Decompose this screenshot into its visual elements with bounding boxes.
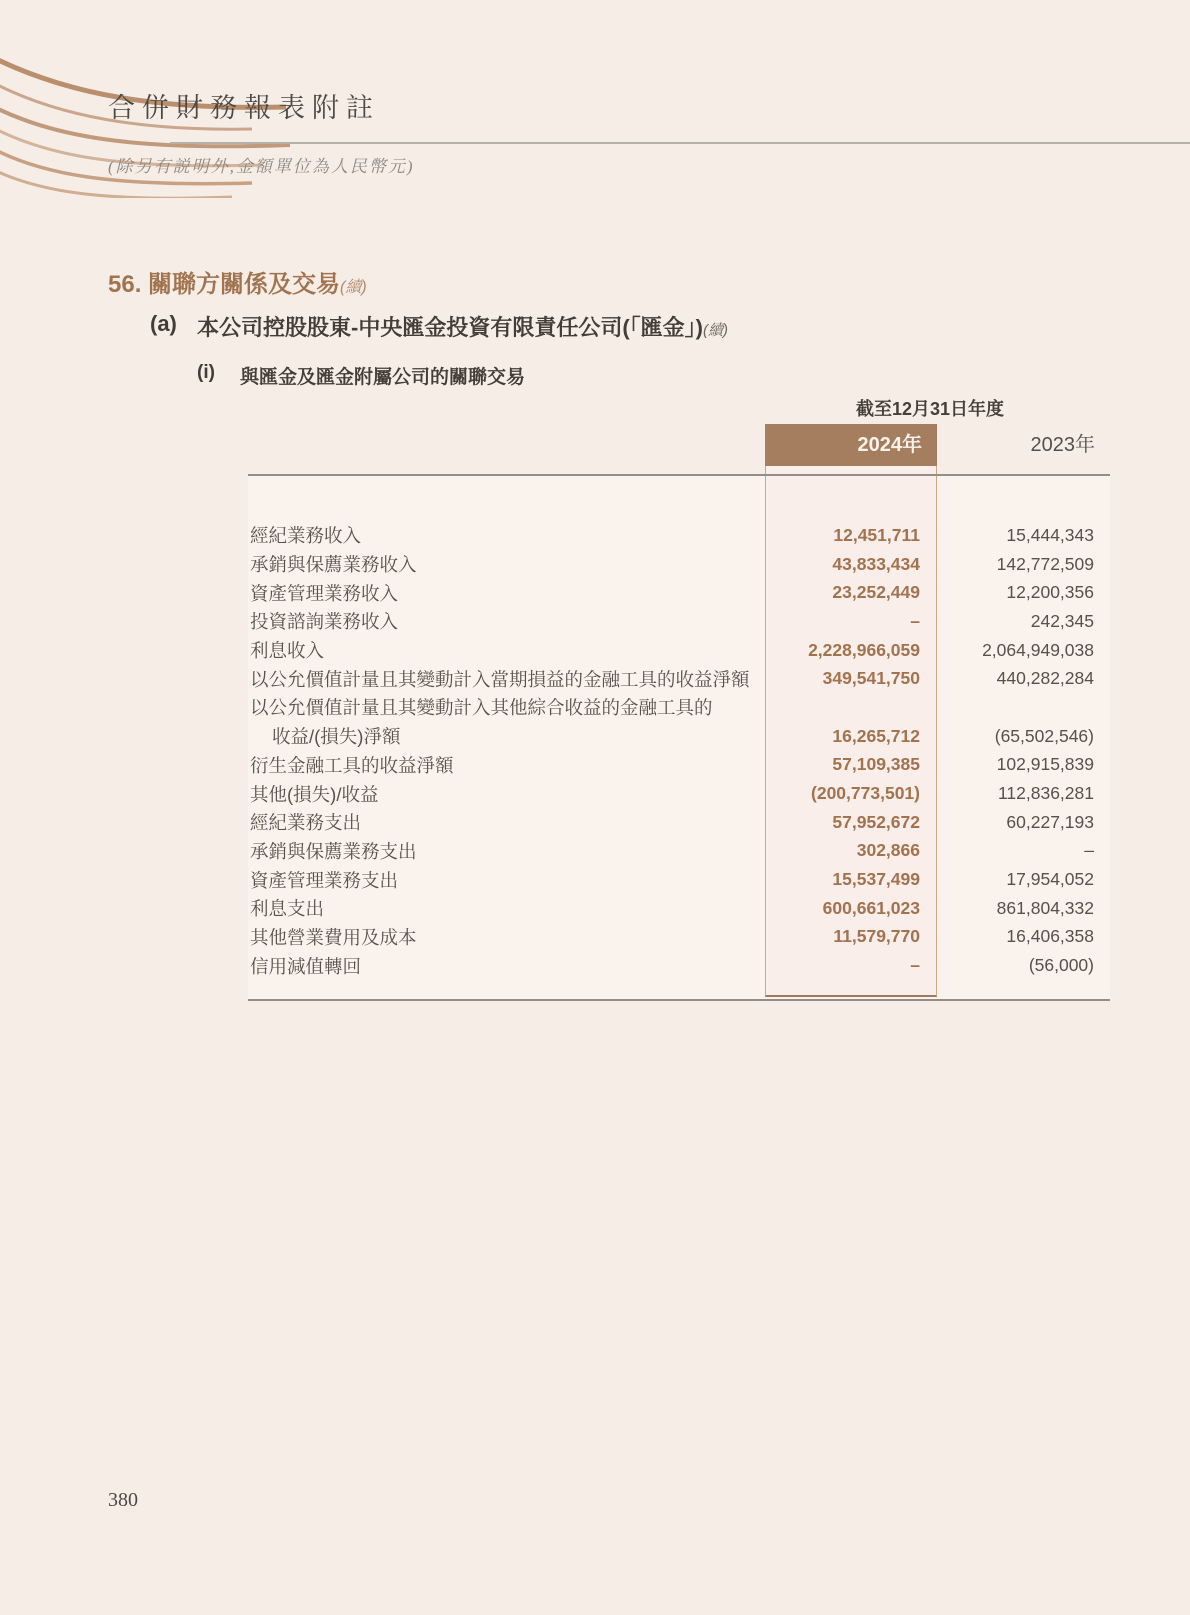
table-period-header: 截至12月31日年度 [855,399,1005,419]
table-row [250,550,1108,579]
row-label: 以公允價值計量且其變動計入當期損益的金融工具的收益淨額 [250,668,750,690]
subsection-i-label: (i) [197,362,215,383]
value-2023: 112,836,281 [997,783,1094,804]
document-subtitle: (除另有説明外,金額單位為人民幣元) [108,157,415,176]
value-2024: 349,541,750 [822,668,920,689]
section-continued: (續) [340,279,367,296]
row-label: 利息收入 [250,640,325,662]
subsection-i-title: 與匯金及匯金附屬公司的關聯交易 [240,367,526,388]
value-2024: – [910,955,920,976]
table-row [250,951,1108,980]
value-2024: 43,833,434 [832,553,920,574]
row-label: 資產管理業務收入 [250,582,399,604]
row-label: 經紀業務收入 [250,525,362,547]
value-2024: 16,265,712 [832,725,920,746]
row-label: 其他(損失)/收益 [250,783,379,805]
value-2023: 16,406,358 [1006,926,1094,947]
value-2024: 57,952,672 [832,811,920,832]
row-label: 利息支出 [250,898,325,920]
value-2024: 2,228,966,059 [808,639,920,660]
section-heading [108,264,367,299]
column-header-2024: 2024年 [765,424,937,466]
value-2024: 302,866 [856,840,920,861]
value-2023: 102,915,839 [996,754,1094,775]
table-row [250,693,1108,722]
value-2024: 23,252,449 [832,582,920,603]
header-divider [170,142,1190,144]
value-2023: 2,064,949,038 [982,639,1094,660]
value-2023: 142,772,509 [996,553,1094,574]
table-row [250,722,1108,751]
value-2023: 17,954,052 [1006,869,1094,890]
table-row [250,521,1108,550]
subsection-i-heading [197,362,526,388]
value-2023: 15,444,343 [1006,524,1094,545]
value-2023: 242,345 [1030,610,1094,631]
row-label: 承銷與保薦業務收入 [250,554,417,576]
section-number: 56. [108,271,142,298]
table-row [250,779,1108,808]
row-label: 經紀業務支出 [250,812,362,834]
row-label: 資產管理業務支出 [250,869,399,891]
table-rows [250,521,1108,980]
subsection-a-label: (a) [150,311,177,336]
table-row [250,837,1108,866]
table-top-rule [248,474,1110,476]
value-2024: 600,661,023 [822,897,920,918]
value-2023: – [1084,840,1094,861]
table-bottom-rule [248,999,1110,1001]
table-row [250,751,1108,780]
table-row [250,607,1108,636]
value-2024: 57,109,385 [832,754,920,775]
value-2024: – [910,610,920,631]
subsection-a-heading [150,311,728,340]
table-row [250,865,1108,894]
table-row [250,636,1108,665]
subsection-a-title: 本公司控股股東-中央匯金投資有限責任公司(「匯金」) [197,315,703,340]
value-2024: 12,451,711 [833,524,920,545]
value-2023: 60,227,193 [1006,811,1094,832]
row-label: 承銷與保薦業務支出 [250,840,417,862]
table-row [250,664,1108,693]
row-label: 收益/(損失)淨額 [272,726,401,748]
value-2024: (200,773,501) [811,783,920,804]
table-row [250,894,1108,923]
row-label: 以公允價值計量且其變動計入其他綜合收益的金融工具的 [250,697,713,719]
value-2023: 861,804,332 [996,897,1094,918]
section-title: 關聯方關係及交易 [148,271,341,298]
table-row [250,808,1108,837]
table-row [250,578,1108,607]
row-label: 投資諮詢業務收入 [250,611,399,633]
value-2023: (56,000) [1028,955,1094,976]
column-header-2023: 2023年 [1030,434,1095,456]
row-label: 衍生金融工具的收益淨額 [250,754,454,776]
value-2023: 12,200,356 [1006,582,1094,603]
row-label: 其他營業費用及成本 [250,926,417,948]
value-2024: 15,537,499 [832,869,920,890]
subsection-a-continued: (續) [702,322,728,339]
value-2023: 440,282,284 [996,668,1094,689]
document-title: 合併財務報表附註 [108,93,380,123]
table-row [250,923,1108,952]
row-label: 信用減值轉回 [250,955,362,977]
page-number: 380 [108,1489,138,1511]
value-2024: 11,579,770 [833,926,920,947]
value-2023: (65,502,546) [994,725,1094,746]
